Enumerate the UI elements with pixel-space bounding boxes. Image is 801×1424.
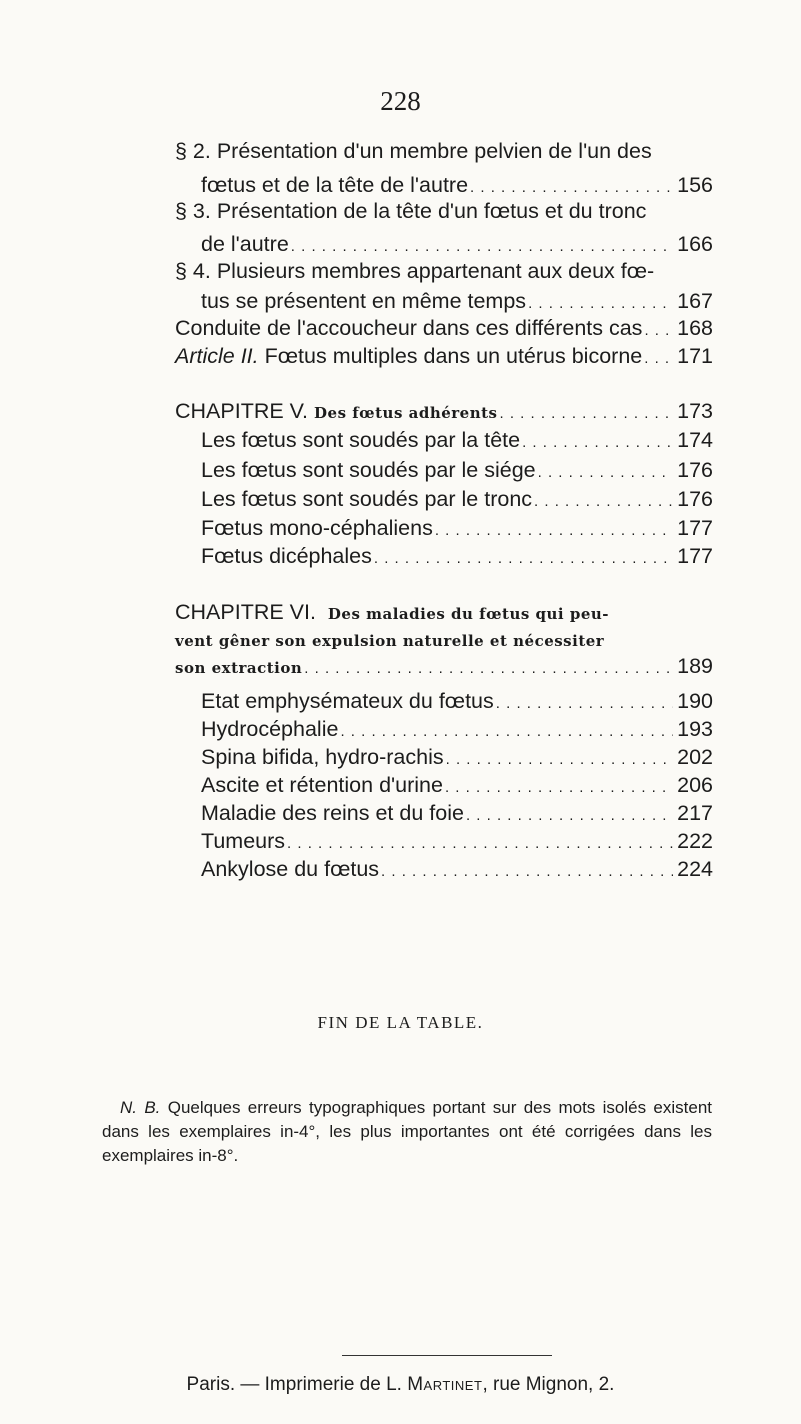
toc-page-number: 174 xyxy=(677,428,713,452)
toc-entry xyxy=(175,651,713,684)
toc-page-number: 190 xyxy=(677,689,713,713)
toc-page-number: 177 xyxy=(677,544,713,568)
toc-entry-text: Fœtus mono-céphaliens xyxy=(201,516,433,540)
toc-entry-text: Les fœtus sont soudés par la tête xyxy=(201,428,521,452)
toc-entry-text: Ankylose du fœtus xyxy=(201,857,380,881)
dot-leader xyxy=(381,854,673,887)
chapter-heading xyxy=(175,597,609,629)
chapter-label: CHAPITRE VI. xyxy=(175,600,316,624)
toc-page-number: 171 xyxy=(677,344,713,368)
toc-page-number: 224 xyxy=(677,857,713,881)
toc-entry-text: Spina bifida, hydro-rachis xyxy=(201,745,444,769)
toc-entry-text: fœtus et de la tête de l'autre xyxy=(201,173,469,197)
toc-entry-text: Etat emphysémateux du fœtus xyxy=(201,689,494,713)
page-number: 228 xyxy=(380,86,421,116)
toc-page-number: 206 xyxy=(677,773,713,797)
article-label: Article II. xyxy=(175,344,259,368)
toc-page-number: 173 xyxy=(677,399,713,423)
toc-page-number: 177 xyxy=(677,516,713,540)
toc-page-number: 202 xyxy=(677,745,713,769)
toc-entry xyxy=(201,854,713,887)
toc-page-number: 156 xyxy=(677,173,713,197)
chapter-title: Des maladies du fœtus qui peu- xyxy=(327,605,610,623)
toc-page-number: 217 xyxy=(677,801,713,825)
dot-leader xyxy=(522,425,673,458)
dot-leader xyxy=(374,541,673,574)
imprint-text: Paris. — Imprimerie de L. xyxy=(186,1374,402,1395)
toc-page-number: 222 xyxy=(677,829,713,853)
note-paragraph xyxy=(102,1096,712,1168)
toc-entry xyxy=(175,341,713,374)
toc-entry-line: § 2. Présentation d'un membre pelvien de l'un des xyxy=(175,139,652,163)
imprint-line xyxy=(0,1374,801,1396)
toc-entry-text: Ascite et rétention d'urine xyxy=(201,773,443,797)
toc-entry xyxy=(201,541,713,574)
note-label: N. B. xyxy=(120,1098,161,1117)
toc-entry-line: § 3. Présentation de la tête d'un fœtus et du tronc xyxy=(175,199,647,223)
toc-entry-text: Fœtus multiples dans un utérus bicorne xyxy=(264,344,643,368)
toc-entry-line: § 4. Plusieurs membres appartenant aux deux fœ- xyxy=(175,259,655,283)
toc-entry xyxy=(201,425,713,458)
toc-entry-text: Maladie des reins et du foie xyxy=(201,801,464,825)
toc-page-number: 176 xyxy=(677,458,713,482)
toc-entry-text: tus se présentent en même temps xyxy=(201,289,527,313)
chapter-title-line: son extraction xyxy=(175,659,303,677)
printer-name: Martinet xyxy=(407,1374,483,1395)
toc-page-number: 176 xyxy=(677,487,713,511)
toc-page-number: 166 xyxy=(677,232,713,256)
chapter-title: Des fœtus adhérents xyxy=(314,404,498,422)
dot-leader xyxy=(644,341,673,374)
imprint-address: , rue Mignon, 2. xyxy=(482,1374,615,1395)
toc-entry-text: Les fœtus sont soudés par le tronc xyxy=(201,487,533,511)
toc-entry-text: Hydrocéphalie xyxy=(201,717,339,741)
toc-page-number: 168 xyxy=(677,316,713,340)
toc-page-number: 167 xyxy=(677,289,713,313)
dot-leader xyxy=(304,651,673,684)
toc-entry-text: Tumeurs xyxy=(201,829,286,853)
chapter-label: CHAPITRE V. xyxy=(175,399,309,423)
end-of-table-text: FIN DE LA TABLE. xyxy=(317,1013,484,1032)
divider-rule xyxy=(342,1355,552,1356)
toc-page-number: 193 xyxy=(677,717,713,741)
toc-entry-text: Conduite de l'accoucheur dans ces différents cas xyxy=(175,316,643,340)
toc-entry-text: Fœtus dicéphales xyxy=(201,544,372,568)
toc-entry-text: Les fœtus sont soudés par le siége xyxy=(201,458,536,482)
toc-entry-text: de l'autre xyxy=(201,232,289,256)
chapter-title-line: vent gêner son expulsion naturelle et nécessiter xyxy=(175,632,605,650)
note-text: Quelques erreurs typographiques portant sur des mots isolés existent dans les exemplaires in-4°, les plus importantes ont été corrigées dans les exemplaires in-8°. xyxy=(102,1098,712,1165)
toc-page-number: 189 xyxy=(677,654,713,678)
